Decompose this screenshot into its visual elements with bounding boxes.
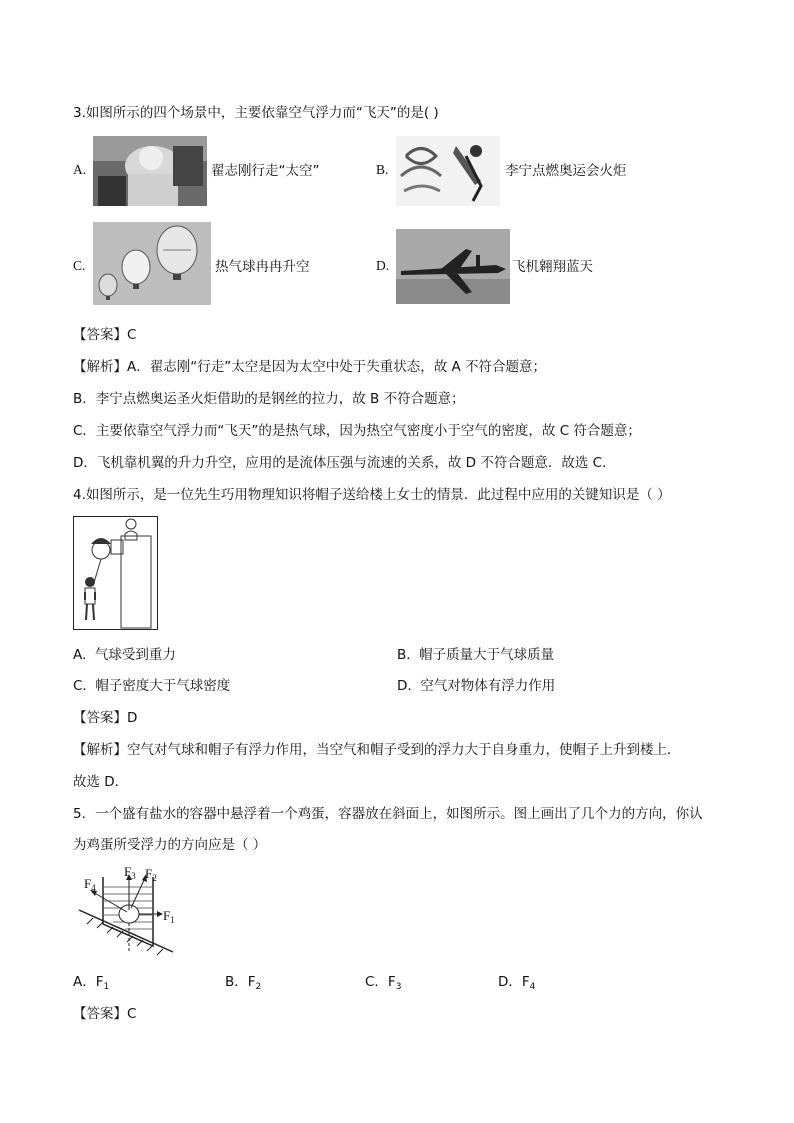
f4-subscript: 4 — [91, 883, 96, 893]
q5-question-line-2: 为鸡蛋所受浮力的方向应是（ ） — [73, 837, 267, 853]
q4-option-a-letter: A. — [73, 647, 87, 663]
q5-option-a — [73, 973, 109, 996]
force-label-f2 — [145, 866, 157, 883]
force-label-f4 — [84, 876, 96, 893]
f1-subscript: 1 — [170, 915, 175, 925]
q4-option-c — [73, 677, 230, 695]
q3-option-d-text: 飞机翱翔蓝天 — [512, 259, 593, 275]
q5-option-d-sub: 4 — [529, 982, 536, 992]
q4-option-d-letter: D. — [397, 678, 412, 694]
f3-subscript: 3 — [131, 871, 136, 881]
q3-option-b-letter: B. — [376, 162, 389, 177]
force-label-f1 — [163, 908, 175, 925]
q3-option-c-text: 热气球冉冉升空 — [215, 259, 310, 275]
q3-question: 3.如图所示的四个场景中，主要依靠空气浮力而“飞天”的是( ) — [73, 105, 439, 121]
q5-question-line-1: 5．一个盛有盐水的容器中悬浮着一个鸡蛋，容器放在斜面上，如图所示。图上画出了几个力的方向，你认 — [73, 806, 703, 822]
q4-option-b — [397, 646, 554, 664]
q4-answer: 【答案】D — [73, 710, 138, 726]
f3-letter: F — [124, 864, 132, 879]
q5-option-d — [498, 973, 535, 996]
q3-option-b-text: 李宁点燃奥运会火炬 — [505, 163, 627, 179]
q5-option-b-text: B．F — [225, 974, 256, 990]
f4-letter: F — [84, 876, 92, 891]
q4-option-c-text: 帽子密度大于气球密度 — [95, 678, 231, 694]
q3-analysis-2: B．李宁点燃奥运圣火炬借助的是钢丝的拉力，故 B 不符合题意； — [73, 391, 465, 407]
q4-option-a-text: 气球受到重力 — [94, 647, 176, 663]
airplane-photo — [396, 229, 510, 304]
astronaut-photo — [93, 136, 207, 206]
q5-option-c-sub: 3 — [395, 982, 402, 992]
q5-option-c-text: C．F — [365, 974, 396, 990]
q4-option-a — [73, 646, 176, 664]
q4-analysis-2: 故选 D． — [73, 774, 129, 790]
hot-air-balloons-photo — [93, 222, 211, 305]
q3-answer: 【答案】C — [73, 327, 137, 343]
q3-analysis-4: D．飞机靠机翼的升力升空，应用的是流体压强与流速的关系，故 D 不符合题意．故选 C. — [73, 455, 607, 471]
q5-option-b — [225, 973, 261, 996]
q5-option-a-sub: 1 — [103, 982, 110, 992]
q4-option-b-letter: B. — [397, 647, 411, 663]
torch-lighting-photo — [396, 136, 500, 206]
q3-option-a-letter: A. — [73, 162, 87, 177]
f1-letter: F — [163, 908, 171, 923]
q3-option-c-letter: C. — [73, 258, 86, 273]
q4-option-d-text: 空气对物体有浮力作用 — [420, 678, 556, 694]
q4-option-c-letter: C. — [73, 678, 87, 694]
q4-question: 4.如图所示，是一位先生巧用物理知识将帽子送给楼上女士的情景．此过程中应用的关键知识是（ ） — [73, 487, 671, 503]
q3-analysis-1: 【解析】A．翟志刚“行走”太空是因为太空中处于失重状态，故 A 不符合题意； — [73, 359, 547, 375]
q3-analysis-3: C．主要依靠空气浮力而“飞天”的是热气球，因为热空气密度小于空气的密度，故 C 符合题意； — [73, 423, 641, 439]
f2-letter: F — [145, 866, 153, 881]
f2-subscript: 2 — [152, 873, 157, 883]
q4-analysis-1: 【解析】空气对气球和帽子有浮力作用，当空气和帽子受到的浮力大于自身重力，使帽子上升到楼上． — [73, 742, 681, 758]
hat-balloon-figure — [73, 516, 158, 630]
q3-option-d-letter: D. — [376, 258, 390, 273]
q4-option-d — [397, 677, 555, 695]
q4-option-b-text: 帽子质量大于气球质量 — [419, 647, 555, 663]
force-label-f3 — [124, 864, 136, 881]
q3-option-a-text: 翟志刚行走“太空” — [211, 163, 320, 179]
q5-option-a-text: A．F — [73, 974, 104, 990]
q5-option-c — [365, 973, 401, 996]
q5-option-d-text: D．F — [498, 974, 530, 990]
q5-option-b-sub: 2 — [255, 982, 262, 992]
q5-answer: 【答案】C — [73, 1006, 137, 1022]
